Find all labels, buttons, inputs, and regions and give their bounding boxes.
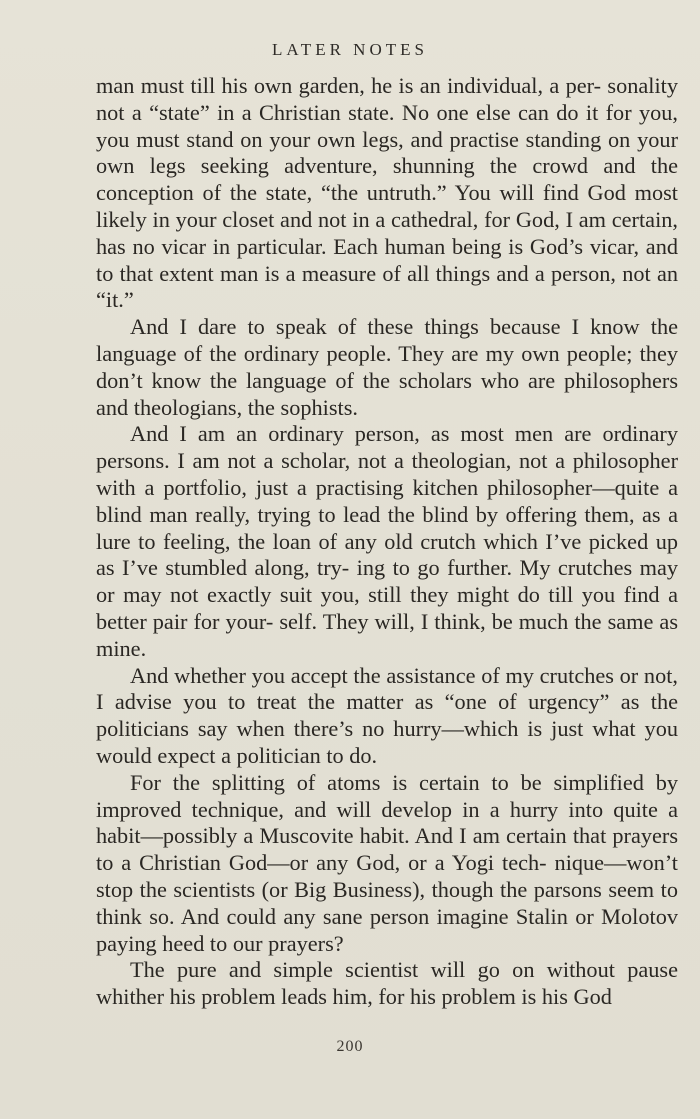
paragraph-4: And whether you accept the assistance of my crutches or not, I advise you to treat the matter as “one of urgency” as the politicians say when there’s no hurry—which is just what you would expect a politician to do. xyxy=(96,662,678,768)
paragraph-1: man must till his own garden, he is an individual, a per- sonality not a “state” in a Christian state. No one else can do it for you, you must stand on your own legs, and practise standing on your own legs seeking adventure, shunning the crowd and the conception of the state, “the untruth.” You will find God most likely in your closet and not in a cathedral, for God, I am certain, has no vicar in particular. Each human being is God’s vicar, and to that extent man is a measure of all things and a person, not an “it.” xyxy=(96,73,678,313)
paragraph-5: For the splitting of atoms is certain to be simplified by improved technique, and will develop in a hurry into quite a habit—possibly a Muscovite habit. And I am certain that prayers to a Christian God—or any God, or a Yogi tech- nique—won’t stop the scientists (or Big Business), though the parsons seem to think so. And could any sane person imagine Stalin or Molotov paying heed to our prayers? xyxy=(96,769,678,956)
page-number: 200 xyxy=(336,1038,364,1055)
paragraph-2: And I dare to speak of these things because I know the language of the ordinary people. They are my own people; they don’t know the language of the scholars who are philosophers and theologians, the sophists. xyxy=(96,314,678,420)
paragraph-6: The pure and simple scientist will go on without pause whither his problem leads him, for his problem is his God xyxy=(96,957,678,1010)
running-head: LATER NOTES xyxy=(272,40,428,59)
paragraph-3: And I am an ordinary person, as most men are ordinary persons. I am not a scholar, not a theologian, not a philosopher with a portfolio, just a practising kitchen philosopher—quite a blind man really, trying to lead the blind by offering them, as a lure to feeling, the loan of any old crutch which I’ve picked up as I’ve stumbled along, try- ing to go further. My crutches may or may not exactly suit you, still they might do till you find a better pair for your- self. They will, I think, be much the same as mine. xyxy=(96,421,678,661)
body-text xyxy=(96,73,678,1011)
